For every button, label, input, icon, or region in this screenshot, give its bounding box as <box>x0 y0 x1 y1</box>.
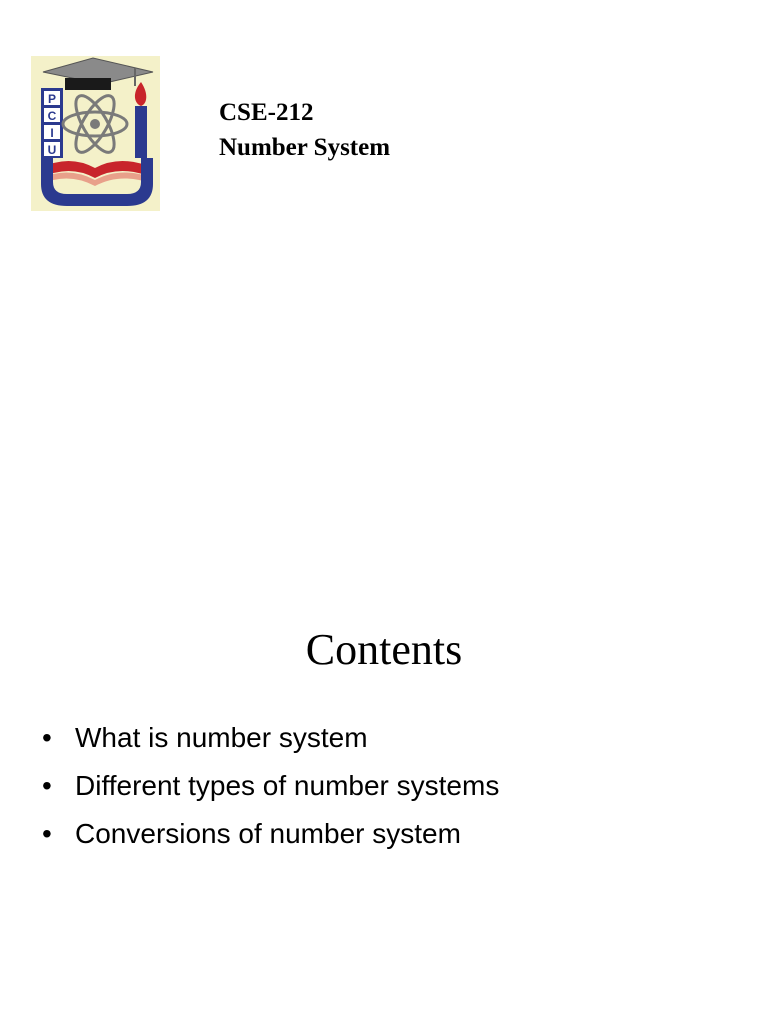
logo-letter-u: U <box>47 143 57 157</box>
bullet-icon: • <box>42 722 52 753</box>
logo-letter-i: I <box>50 126 54 140</box>
list-item <box>42 762 499 810</box>
pciu-seal-icon <box>31 56 160 211</box>
contents-list <box>42 714 499 858</box>
logo-letter-p: P <box>47 92 57 106</box>
list-item <box>42 810 499 858</box>
list-item-text: What is number system <box>75 722 368 753</box>
course-code: CSE-212 <box>219 99 314 126</box>
list-item-text: Different types of number systems <box>75 770 500 801</box>
list-item-text: Conversions of number system <box>75 818 461 849</box>
university-logo <box>31 56 160 211</box>
logo-letter-c: C <box>47 109 57 123</box>
bullet-icon: • <box>42 818 52 849</box>
list-item <box>42 714 499 762</box>
bullet-icon: • <box>42 770 52 801</box>
course-title: Number System <box>219 134 391 161</box>
contents-heading: Contents <box>305 625 463 674</box>
slide-title <box>219 95 390 165</box>
